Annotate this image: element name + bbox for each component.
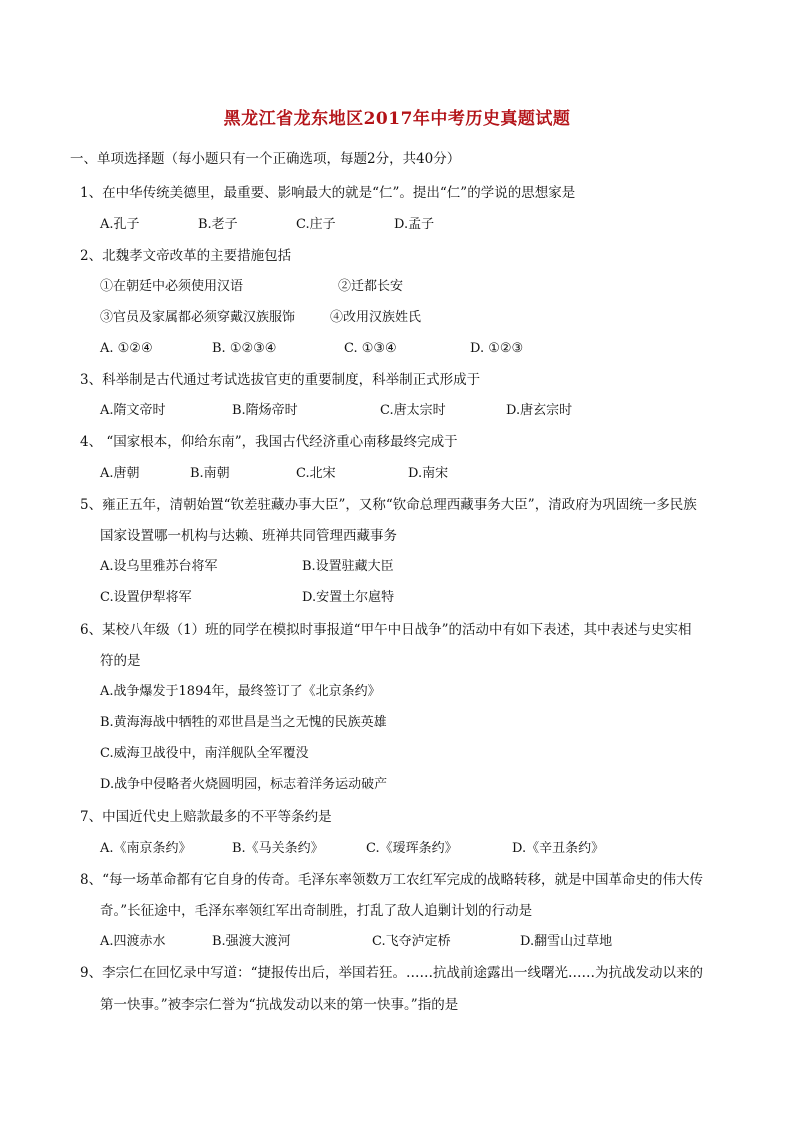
question-3-option-b: B.隋炀帝时 bbox=[232, 403, 298, 418]
question-5-option-c: C.设置伊犁将军 bbox=[100, 590, 192, 605]
question-4-stem: 4、 “国家根本，仰给东南”，我国古代经济重心南移最终完成于 bbox=[80, 434, 458, 450]
question-2-option-b: B. ①②③④ bbox=[212, 341, 277, 356]
question-1-option-d: D.孟子 bbox=[394, 217, 435, 232]
question-6-stem-line-2: 符的是 bbox=[100, 653, 141, 669]
question-3-stem: 3、科举制是古代通过考试选拔官吏的重要制度，科举制正式形成于 bbox=[80, 372, 481, 388]
question-8-stem-line-1: 8、“每一场革命都有它自身的传奇。毛泽东率领数万工农红军完成的战略转移，就是中国革命史的伟大传 bbox=[80, 872, 703, 888]
question-8-option-a: A.四渡赤水 bbox=[100, 934, 166, 949]
question-7-option-c: C.《瑷珲条约》 bbox=[366, 841, 458, 856]
question-8-option-d: D.翻雪山过草地 bbox=[520, 934, 613, 949]
question-2-option-c: C. ①③④ bbox=[344, 341, 397, 356]
question-6-option-c: C.威海卫战役中，南洋舰队全军覆没 bbox=[100, 746, 309, 761]
question-7-option-a: A.《南京条约》 bbox=[100, 841, 192, 856]
question-6-stem-line-1: 6、某校八年级（1）班的同学在模拟时事报道“甲午中日战争”的活动中有如下表述，其中表述与史实相 bbox=[80, 622, 692, 638]
question-9-stem-line-2: 第一快事。”被李宗仁誉为“抗战发动以来的第一快事。”指的是 bbox=[100, 997, 459, 1013]
question-8-stem-line-2: 奇。”长征途中，毛泽东率领红军出奇制胜，打乱了敌人追剿计划的行动是 bbox=[100, 903, 533, 919]
question-5-stem-line-1: 5、雍正五年，清朝始置“钦差驻藏办事大臣”，又称“钦命总理西藏事务大臣”，清政府为巩固统一多民族 bbox=[80, 497, 697, 513]
question-6-option-a: A.战争爆发于1894年，最终签订了《北京条约》 bbox=[100, 684, 381, 699]
question-4-option-b: B.南朝 bbox=[190, 466, 230, 481]
question-1-option-b: B.老子 bbox=[198, 217, 238, 232]
question-3-option-c: C.唐太宗时 bbox=[380, 403, 446, 418]
question-8-option-b: B.强渡大渡河 bbox=[212, 934, 291, 949]
question-4-option-c: C.北宋 bbox=[296, 466, 336, 481]
question-7-option-b: B.《马关条约》 bbox=[232, 841, 324, 856]
question-3-option-a: A.隋文帝时 bbox=[100, 403, 166, 418]
question-9-stem-line-1: 9、李宗仁在回忆录中写道：“捷报传出后，举国若狂。……抗战前途露出一线曙光……为抗战发动以来的 bbox=[80, 965, 703, 981]
question-4-option-d: D.南宋 bbox=[408, 466, 449, 481]
question-2-item-3: ③官员及家属都必须穿戴汉族服饰 bbox=[100, 310, 296, 325]
question-1-option-c: C.庄子 bbox=[296, 217, 336, 232]
question-7-stem: 7、中国近代史上赔款最多的不平等条约是 bbox=[80, 809, 332, 825]
question-2-option-a: A. ①②④ bbox=[100, 341, 153, 356]
question-2-option-d: D. ①②③ bbox=[470, 341, 524, 356]
question-7-option-d: D.《辛丑条约》 bbox=[512, 841, 605, 856]
question-2-item-2: ②迁都长安 bbox=[338, 279, 404, 294]
question-5-option-b: B.设置驻藏大臣 bbox=[302, 559, 394, 574]
question-4-option-a: A.唐朝 bbox=[100, 466, 140, 481]
question-5-option-a: A.设乌里雅苏台将军 bbox=[100, 559, 218, 574]
question-8-option-c: C.飞夺泸定桥 bbox=[372, 934, 451, 949]
question-5-stem-line-2: 国家设置哪一机构与达赖、班禅共同管理西藏事务 bbox=[100, 528, 397, 544]
exam-title: 黑龙江省龙东地区2017年中考历史真题试题 bbox=[223, 109, 571, 129]
question-2-item-4: ④改用汉族姓氏 bbox=[330, 310, 422, 325]
question-6-option-b: B.黄海海战中牺牲的邓世昌是当之无愧的民族英雄 bbox=[100, 715, 387, 730]
question-3-option-d: D.唐玄宗时 bbox=[506, 403, 573, 418]
question-6-option-d: D.战争中侵略者火烧圆明园，标志着洋务运动破产 bbox=[100, 777, 388, 792]
question-2-item-1: ①在朝廷中必须使用汉语 bbox=[100, 279, 244, 294]
question-1-stem: 1、在中华传统美德里，最重要、影响最大的就是“仁”。提出“仁”的学说的思想家是 bbox=[80, 185, 576, 201]
question-2-stem: 2、北魏孝文帝改革的主要措施包括 bbox=[80, 248, 292, 264]
question-1-option-a: A.孔子 bbox=[100, 217, 140, 232]
question-5-option-d: D.安置土尔扈特 bbox=[302, 590, 395, 605]
section-heading: 一、单项选择题（每小题只有一个正确选项，每题2分，共40分） bbox=[70, 151, 461, 167]
